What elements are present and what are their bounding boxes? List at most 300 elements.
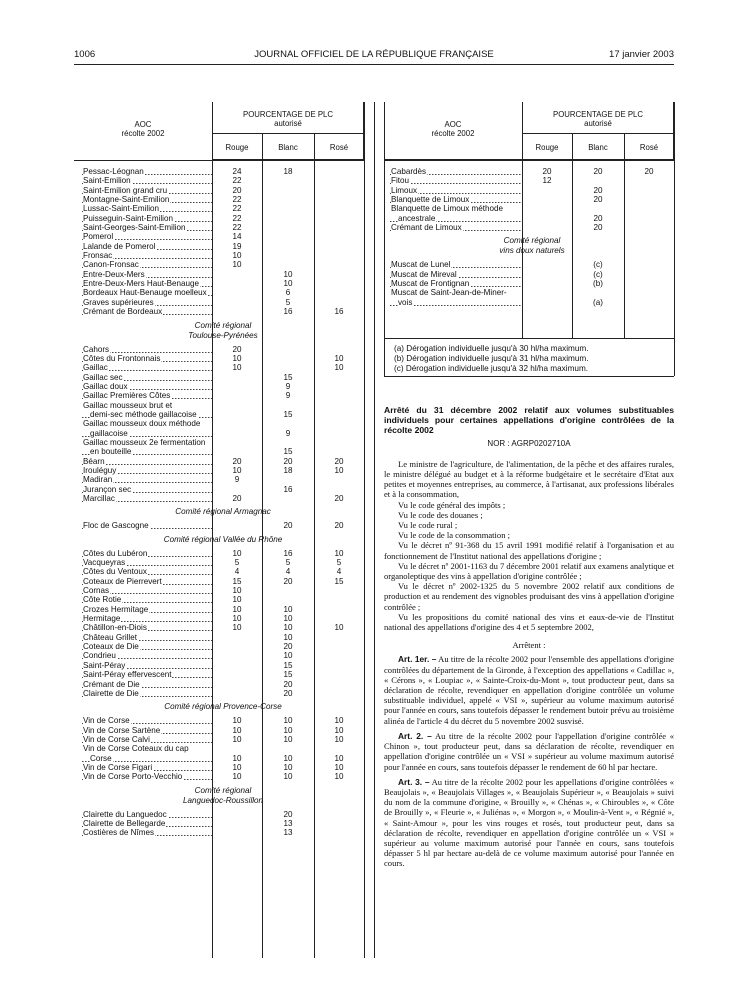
table-row-continuation — [390, 298, 674, 307]
cell-blanc — [262, 251, 314, 260]
table-row — [82, 167, 364, 176]
table-row — [82, 651, 364, 660]
appellation-name — [82, 251, 212, 260]
cell-rose — [314, 270, 364, 279]
appellation-name — [82, 614, 212, 623]
table-row — [390, 195, 674, 204]
cell-blanc — [572, 204, 624, 213]
cell-rouge — [212, 521, 262, 530]
cell-rose: 10 — [334, 753, 344, 763]
appellation-label: Pomerol — [83, 232, 114, 242]
appellation-label: Clairette de Bellegarde — [83, 818, 166, 828]
cell-rose — [624, 260, 674, 269]
appellation-name — [82, 438, 212, 447]
cell-rouge — [522, 204, 572, 213]
cell-rose — [624, 223, 674, 232]
cell-blanc: 4 — [285, 567, 291, 577]
cell-blanc — [262, 214, 314, 223]
cell-rouge — [522, 223, 572, 232]
cell-blanc: 15 — [283, 660, 293, 670]
vu-clause: Vu le code rural ; — [398, 520, 458, 531]
cell-rouge: 22 — [232, 213, 242, 223]
table-row-continuation — [82, 754, 364, 763]
appellation-name — [82, 558, 212, 567]
appellation-name — [82, 242, 212, 251]
table-row — [82, 279, 364, 288]
cell-blanc: 15 — [283, 670, 293, 680]
appellation-label: Béarn — [83, 456, 105, 466]
cell-rouge — [212, 689, 262, 698]
cell-rose — [314, 373, 364, 382]
appellation-label: Puisseguin-Saint-Emilion — [83, 213, 173, 223]
table-row — [82, 810, 364, 819]
cell-rose: 20 — [334, 521, 344, 531]
appellation-name — [82, 475, 212, 484]
appellation-label: Pessac-Léognan — [83, 167, 144, 176]
cell-blanc — [262, 401, 314, 410]
table-row — [82, 567, 364, 576]
section-heading-row — [82, 503, 364, 521]
plc-header: POURCENTAGE DE PLC — [243, 110, 333, 119]
cell-blanc: 6 — [285, 288, 291, 298]
cell-blanc: 10 — [283, 772, 293, 782]
appellation-name — [82, 354, 212, 363]
cell-rose — [314, 485, 364, 494]
appellation-label-continued: gaillacoise — [90, 428, 128, 438]
appellation-name — [82, 186, 212, 195]
cell-rouge: 12 — [542, 176, 552, 186]
vu-clause: Vu le décret nº 2001-1163 du 7 décembre 2001 relatif aux examens analytique et organoleptique des vins à appellation d'origine contrôlée ; — [384, 560, 674, 582]
cell-rouge: 10 — [232, 762, 242, 772]
appellation-label: Saint-Péray effervescent — [83, 670, 172, 680]
cell-blanc — [262, 744, 314, 753]
cell-rouge — [522, 270, 572, 279]
appellation-label: Vin de Corse Calvi — [83, 734, 150, 744]
appellation-name — [82, 457, 212, 466]
article-2 — [384, 731, 674, 772]
appellation-label: Muscat de Mireval — [391, 269, 457, 279]
table-row — [82, 288, 364, 297]
article-label: Art. 3. – — [398, 776, 430, 787]
appellation-name — [82, 382, 212, 391]
cell-blanc — [262, 595, 314, 604]
plc-authorized: autorisé — [584, 119, 612, 128]
table-row — [82, 772, 364, 781]
cell-rouge: 10 — [232, 604, 242, 614]
cell-blanc: 20 — [593, 223, 603, 233]
page-number: 1006 — [74, 49, 96, 60]
table-row — [390, 223, 674, 232]
cell-blanc — [262, 363, 314, 372]
table-row — [82, 614, 364, 623]
appellation-name-continued — [390, 214, 522, 223]
section-heading-row — [390, 232, 674, 260]
cell-blanc: 18 — [283, 167, 293, 176]
appellation-name — [82, 567, 212, 576]
table-row — [82, 242, 364, 251]
section-heading: Comité régional Armagnac — [175, 507, 271, 517]
table-row — [82, 363, 364, 372]
cell-rouge: 19 — [232, 241, 242, 251]
appellation-label: Côtes du Ventoux — [83, 567, 147, 577]
harvest-header: récolte 2002 — [121, 129, 165, 138]
table-row — [82, 549, 364, 558]
appellation-label: Gaillac mousseux doux méthode — [83, 419, 201, 429]
cell-rose — [314, 214, 364, 223]
appellation-label: Lussac-Saint-Emilion — [83, 204, 160, 214]
cell-rouge — [522, 298, 572, 307]
appellation-label: Cabardès — [391, 167, 427, 176]
cell-rouge — [212, 373, 262, 382]
cell-rouge — [522, 288, 572, 297]
cell-rose: 10 — [334, 623, 344, 633]
appellation-label: Vin de Corse Coteaux du cap — [83, 744, 189, 754]
cell-rouge — [212, 410, 262, 419]
table-row — [82, 298, 364, 307]
cell-rouge: 4 — [234, 567, 240, 577]
cell-rose: 20 — [644, 167, 654, 176]
appellation-name — [82, 735, 212, 744]
appellation-name — [82, 633, 212, 642]
appellation-name — [390, 195, 522, 204]
cell-rouge: 22 — [232, 223, 242, 233]
cell-rouge: 10 — [232, 251, 242, 261]
cell-blanc: 15 — [283, 447, 293, 457]
appellation-label: Jurançon sec — [83, 484, 132, 494]
cell-rouge — [212, 819, 262, 828]
cell-blanc — [572, 288, 624, 297]
table-row — [82, 586, 364, 595]
appellation-label: Vin de Corse Figari — [83, 762, 153, 772]
table-row — [82, 270, 364, 279]
footnote: (a) Dérogation individuelle jusqu'à 30 hl/ha maximum. — [394, 344, 589, 353]
table-row — [82, 373, 364, 382]
cell-blanc: 13 — [283, 818, 293, 828]
cell-rouge: 10 — [232, 734, 242, 744]
cell-rose: 10 — [334, 716, 344, 726]
appellation-name — [82, 270, 212, 279]
cell-blanc — [572, 176, 624, 185]
cell-blanc: 16 — [283, 484, 293, 494]
cell-blanc: 20 — [283, 809, 293, 819]
appellation-name — [82, 345, 212, 354]
cell-rouge: 9 — [234, 475, 240, 485]
table-row — [390, 186, 674, 195]
cell-rose — [624, 204, 674, 213]
appellation-name — [82, 726, 212, 735]
appellation-label: Vin de Corse — [83, 716, 130, 726]
cell-blanc: 16 — [283, 307, 293, 317]
cell-blanc: 20 — [283, 642, 293, 652]
cell-rose — [314, 661, 364, 670]
table-row — [82, 680, 364, 689]
appellation-name — [82, 288, 212, 297]
appellation-label: Graves supérieures — [83, 297, 154, 307]
cell-rouge: 20 — [232, 494, 242, 503]
appellation-name — [82, 810, 212, 819]
article-1 — [384, 654, 674, 725]
cell-rose — [314, 382, 364, 391]
cell-rouge: 10 — [232, 753, 242, 763]
table-row — [390, 204, 674, 213]
appellation-label-continued: Corse — [90, 753, 112, 763]
table-row — [82, 176, 364, 185]
cell-rose: 10 — [334, 465, 344, 475]
cell-rose — [314, 633, 364, 642]
cell-rouge: 20 — [232, 185, 242, 195]
table-row — [82, 605, 364, 614]
table-row — [82, 345, 364, 354]
cell-rose — [314, 279, 364, 288]
table-row — [82, 828, 364, 837]
appellation-name — [82, 363, 212, 372]
cell-rouge — [212, 391, 262, 400]
appellation-label: Vin de Corse Sartène — [83, 725, 161, 735]
table-row — [82, 623, 364, 632]
appellation-name — [82, 204, 212, 213]
cell-rouge: 5 — [234, 558, 240, 568]
appellation-name — [82, 223, 212, 232]
cell-blanc — [262, 438, 314, 447]
appellation-name — [82, 549, 212, 558]
cell-blanc: 20 — [283, 679, 293, 689]
cell-rouge — [522, 260, 572, 269]
cell-rose — [314, 242, 364, 251]
cell-blanc: 20 — [593, 167, 603, 176]
table-row — [82, 391, 364, 400]
right-table-rule — [674, 102, 675, 376]
footnote: (b) Dérogation individuelle jusqu'à 31 hl/ha maximum. — [394, 353, 589, 363]
cell-rose — [314, 828, 364, 837]
appellation-name — [82, 651, 212, 660]
cell-rouge — [212, 298, 262, 307]
appellation-label: Blanquette de Limoux — [391, 195, 470, 205]
appellation-name — [390, 260, 522, 269]
cell-rose — [314, 195, 364, 204]
appellation-label: Madiran — [83, 475, 113, 485]
cell-rouge: 20 — [542, 167, 552, 176]
cell-blanc — [262, 223, 314, 232]
cell-rouge — [212, 828, 262, 837]
table-row — [82, 642, 364, 651]
appellation-name — [82, 298, 212, 307]
table-row — [390, 270, 674, 279]
cell-blanc — [262, 345, 314, 354]
section-heading-row — [82, 782, 364, 810]
appellation-label: Muscat de Lunel — [391, 260, 451, 270]
appellation-label-continued: ancestrale — [398, 213, 436, 223]
cell-blanc: 5 — [285, 558, 291, 568]
cell-rouge — [522, 279, 572, 288]
appellation-label: Crémant de Limoux — [391, 223, 462, 233]
appellation-label: Floc de Gascogne — [83, 521, 149, 531]
cell-blanc — [262, 419, 314, 428]
appellation-name — [82, 595, 212, 604]
appellation-name — [82, 680, 212, 689]
table-row — [82, 595, 364, 604]
cell-rose — [624, 186, 674, 195]
cell-rose — [314, 167, 364, 176]
appellation-name — [82, 586, 212, 595]
column-divider — [374, 102, 375, 958]
cell-blanc: 10 — [283, 632, 293, 642]
section-heading: Comité régional vins doux naturels — [499, 236, 565, 256]
vu-clause: Vu les propositions du comité national des vins et eaux-de-vie de l'Institut national des appellations d'origine des 4 et 5 septembre 2002, — [384, 611, 674, 633]
cell-rose — [624, 298, 674, 307]
appellation-name-continued — [82, 410, 212, 419]
cell-rouge: 10 — [232, 353, 242, 363]
cell-rouge — [212, 651, 262, 660]
cell-blanc: (a) — [593, 297, 603, 307]
appellation-label: Muscat de Frontignan — [391, 279, 470, 289]
appellation-label: Gaillac doux — [83, 381, 128, 391]
cell-rouge — [212, 429, 262, 438]
cell-blanc — [262, 475, 314, 484]
plc-authorized: autorisé — [274, 119, 302, 128]
appellation-label: Muscat de Saint-Jean-de-Miner- — [391, 288, 507, 298]
table-row — [82, 214, 364, 223]
cell-rouge: 10 — [232, 614, 242, 624]
cell-blanc: 5 — [285, 297, 291, 307]
appellation-label: Entre-Deux-Mers Haut-Benauge — [83, 279, 200, 289]
cell-blanc — [262, 176, 314, 185]
cell-rouge: 10 — [232, 725, 242, 735]
appellation-label: Châtillon-en-Diois — [83, 623, 147, 633]
cell-rouge: 10 — [232, 465, 242, 475]
table-row — [82, 577, 364, 586]
cell-rose — [314, 642, 364, 651]
table-row — [82, 307, 364, 316]
table-row — [82, 223, 364, 232]
table-row — [82, 457, 364, 466]
cell-rose — [314, 429, 364, 438]
journal-title: JOURNAL OFFICIEL DE LA RÉPUBLIQUE FRANÇAISE — [254, 49, 494, 60]
appellation-label: Condrieu — [83, 651, 116, 661]
cell-rouge — [522, 214, 572, 223]
cell-rouge: 10 — [232, 260, 242, 270]
cell-rose — [624, 270, 674, 279]
appellation-label: Costières de Nîmes — [83, 828, 155, 838]
appellation-label: Côtes du Lubéron — [83, 548, 148, 558]
cell-rose: 10 — [334, 772, 344, 782]
cell-rouge — [522, 186, 572, 195]
col-rose-header: Rosé — [639, 143, 659, 152]
section-heading: Comité régional Toulouse-Pyrénées — [188, 320, 258, 340]
appellation-label-continued: en bouteille — [90, 447, 132, 457]
cell-rouge: 10 — [232, 623, 242, 633]
appellation-label: Gaillac mousseux brut et — [83, 400, 173, 410]
table-row — [82, 670, 364, 679]
cell-rose — [314, 475, 364, 484]
appellation-name — [82, 828, 212, 837]
table-row — [82, 354, 364, 363]
cell-rose — [314, 401, 364, 410]
article-text: Au titre de la récolte 2002 pour l'appellation d'origine contrôlée « Chinon », tout producteur peut, dans sa déclaration de récolte, revendiquer en appellation d'origine contrôlée un « VSI » supérieur au volume maximum autorisé pour l'année en cours, sans toutefois dépasser le rendement de 60 hl par hectare. — [384, 730, 674, 772]
cell-rose — [314, 614, 364, 623]
cell-rouge: 10 — [232, 586, 242, 596]
appellation-label: Coteaux de Pierrevert — [83, 576, 162, 586]
cell-blanc — [262, 204, 314, 213]
appellation-name — [82, 772, 212, 781]
appellation-name — [82, 176, 212, 185]
cell-blanc: 10 — [283, 716, 293, 726]
table-row — [82, 485, 364, 494]
harvest-header: récolte 2002 — [431, 129, 475, 138]
aoc-header: AOC — [134, 120, 152, 129]
cell-blanc: 20 — [593, 195, 603, 205]
cell-rose: 10 — [334, 734, 344, 744]
footnote: (c) Dérogation individuelle jusqu'à 32 hl/ha maximum. — [394, 363, 589, 373]
table-row — [82, 466, 364, 475]
left-table-header — [74, 102, 364, 160]
table-row — [82, 735, 364, 744]
cell-rose — [314, 232, 364, 241]
appellation-name — [82, 373, 212, 382]
appellation-label: Saint-Péray — [83, 660, 126, 670]
appellation-label-continued: demi-sec méthode gaillacoise — [90, 409, 197, 419]
appellation-label: Crémant de Bordeaux — [83, 307, 163, 317]
table-row — [82, 521, 364, 530]
col-rouge-header: Rouge — [535, 143, 559, 152]
cell-blanc — [262, 354, 314, 363]
article-text: Au titre de la récolte 2002 pour l'ensemble des appellations d'origine contrôlées du département de la Gironde, à l'exception des appellations « Cadillac », « Cérons », « Loupiac », « Sainte-Croix-du-Mont », tout producteur peut, dans sa déclaration de récolte, revendiquer en appellation d'origine contrôlée un volume substituable individuel, appelé « VSI », supérieur au volume maximum autorisé pour l'année en cours, sans toutefois dépasser le rendement butoir prévu au troisième alinéa de l'article 4 du décret du 5 novembre 2002 susvisé. — [384, 654, 674, 726]
issue-date: 17 janvier 2003 — [609, 49, 674, 60]
cell-rose — [314, 176, 364, 185]
arrete-intro: Le ministre de l'agriculture, de l'alimentation, de la pêche et des affaires rurales, le ministre délégué au budget et à la réforme budgétaire et le secrétaire d'Etat aux petites et moyennes entreprises, au commerce, à l'artisanat, aux professions libérales et à la consommation, — [384, 458, 674, 500]
left-aoc-table — [82, 167, 364, 838]
appellation-name — [82, 623, 212, 632]
cell-blanc: 10 — [283, 604, 293, 614]
table-row — [82, 438, 364, 447]
table-row — [390, 279, 674, 288]
section-heading-row — [82, 317, 364, 345]
cell-rouge — [212, 438, 262, 447]
table-row — [82, 633, 364, 642]
appellation-name — [390, 279, 522, 288]
cell-rose — [314, 670, 364, 679]
vu-clause: Vu le décret nº 91-368 du 15 avril 1991 modifié relatif à l'organisation et au fonctionnement de l'Institut national des appellations d'origine ; — [384, 540, 674, 561]
cell-rose — [314, 689, 364, 698]
section-heading-row — [82, 531, 364, 549]
cell-rose: 20 — [334, 494, 344, 503]
appellation-label: Limoux — [391, 185, 418, 195]
cell-rose: 20 — [334, 456, 344, 466]
cell-rouge: 10 — [232, 595, 242, 605]
appellation-label: Fronsac — [83, 251, 113, 261]
col-blanc-header: Blanc — [588, 143, 608, 152]
cell-rose — [314, 251, 364, 260]
cell-rouge — [212, 401, 262, 410]
cell-blanc: 15 — [283, 409, 293, 419]
cell-rose: 10 — [334, 762, 344, 772]
appellation-label: Vacqueyras — [83, 558, 126, 568]
footnotes — [384, 344, 670, 373]
arrete-block — [384, 405, 674, 869]
cell-rouge: 20 — [232, 456, 242, 466]
cell-rouge: 14 — [232, 232, 242, 242]
cell-rose — [314, 586, 364, 595]
cell-blanc: (c) — [593, 269, 603, 279]
cell-rose — [624, 288, 674, 297]
appellation-name-continued — [390, 298, 522, 307]
appellation-label: Coteaux de Die — [83, 642, 139, 652]
appellation-name — [390, 223, 522, 232]
table-row — [390, 176, 674, 185]
cell-blanc: 10 — [283, 762, 293, 772]
cell-rouge: 10 — [232, 363, 242, 373]
cell-rouge — [212, 382, 262, 391]
appellation-name — [82, 716, 212, 725]
